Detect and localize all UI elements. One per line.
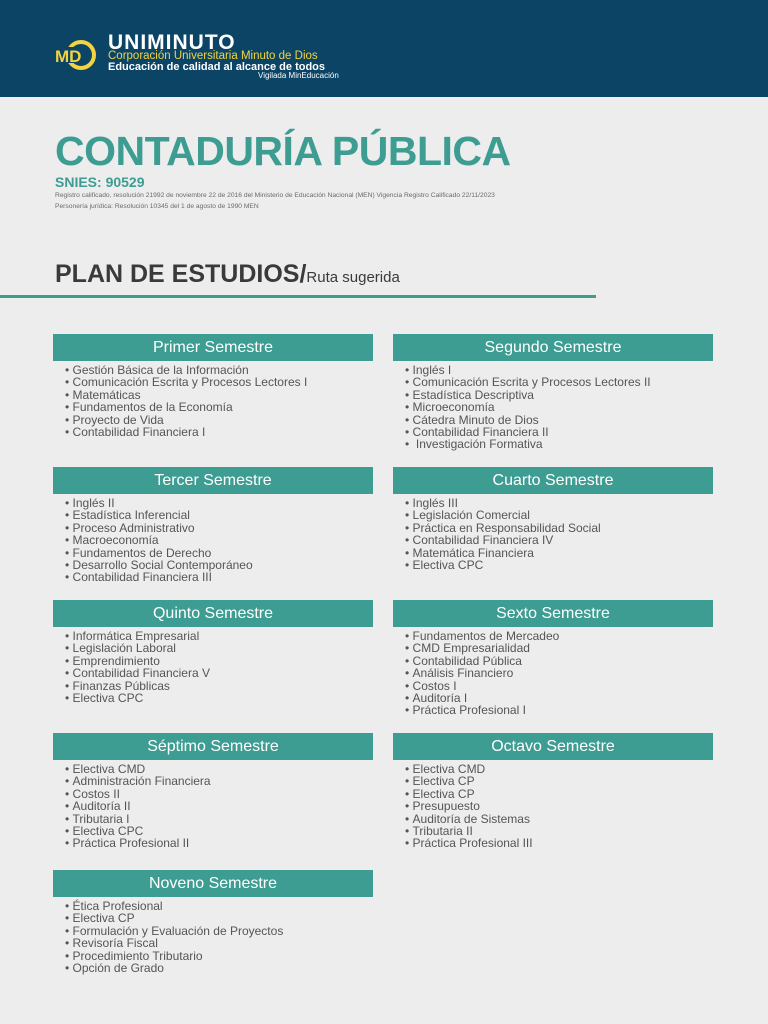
semester-block-primer: [53, 334, 373, 438]
course-item: • Ética Profesional: [65, 900, 373, 912]
course-item: • Matemáticas: [65, 389, 373, 401]
course-item: • Inglés II: [65, 497, 373, 509]
course-item: • Electiva CP: [405, 788, 713, 800]
course-item: • Legislación Comercial: [405, 509, 713, 521]
course-item: • Legislación Laboral: [65, 642, 373, 654]
course-item: • Electiva CP: [65, 912, 373, 924]
semester-block-sexto: [393, 600, 713, 717]
plan-title: PLAN DE ESTUDIOS/: [55, 260, 307, 288]
course-item: • Formulación y Evaluación de Proyectos: [65, 925, 373, 937]
course-item: • Finanzas Públicas: [65, 680, 373, 692]
semester-block-octavo: [393, 733, 713, 850]
course-item: • Auditoría II: [65, 800, 373, 812]
course-item: • Auditoría de Sistemas: [405, 813, 713, 825]
heading-underline: [0, 295, 596, 298]
course-item: • Costos II: [65, 788, 373, 800]
course-item: • Contabilidad Financiera V: [65, 667, 373, 679]
plan-subtitle: Ruta sugerida: [306, 269, 400, 286]
course-item: • Estadística Descriptiva: [405, 389, 713, 401]
course-item: • Macroeconomía: [65, 534, 373, 546]
course-item: • Contabilidad Financiera I: [65, 426, 373, 438]
course-list: [53, 630, 373, 704]
semester-block-quinto: [53, 600, 373, 704]
course-list: [53, 364, 373, 438]
course-item: • Práctica Profesional I: [405, 704, 713, 716]
course-item: • Administración Financiera: [65, 775, 373, 787]
semester-title: Octavo Semestre: [393, 733, 713, 760]
course-item: • Revisoría Fiscal: [65, 937, 373, 949]
course-item: • Matemática Financiera: [405, 547, 713, 559]
semester-block-cuarto: [393, 467, 713, 571]
registro-calificado: Registro calificado, resolución 21992 de noviembre 22 de 2016 del Ministerio de Educación Nacional (MEN) Vigencia Registro Calificado 22/11/2023: [55, 192, 495, 199]
course-item: • Estadística Inferencial: [65, 509, 373, 521]
semester-title: Noveno Semestre: [53, 870, 373, 897]
course-item: • Práctica Profesional III: [405, 837, 713, 849]
course-list: [53, 900, 373, 974]
course-item: • Comunicación Escrita y Procesos Lectores I: [65, 376, 373, 388]
header-banner: [0, 0, 768, 97]
course-item: • Auditoría I: [405, 692, 713, 704]
course-list: [393, 497, 713, 571]
course-item: • Contabilidad Financiera III: [65, 571, 373, 583]
semester-block-segundo: [393, 334, 713, 451]
course-item: • Informática Empresarial: [65, 630, 373, 642]
course-item: • Electiva CPC: [65, 692, 373, 704]
course-item: • Electiva CPC: [405, 559, 713, 571]
course-item: • Proyecto de Vida: [65, 414, 373, 426]
svg-text:MD: MD: [55, 47, 82, 66]
semester-title: Séptimo Semestre: [53, 733, 373, 760]
university-slogan: Educación de calidad al alcance de todos: [108, 61, 326, 73]
course-item: • Microeconomía: [405, 401, 713, 413]
personeria-juridica: Personería jurídica: Resolución 10345 del 1 de agosto de 1990 MEN: [55, 203, 259, 210]
semester-title: Quinto Semestre: [53, 600, 373, 627]
course-list: [53, 763, 373, 850]
course-item: • Fundamentos de la Economía: [65, 401, 373, 413]
course-item: • Electiva CMD: [65, 763, 373, 775]
course-item: • Electiva CP: [405, 775, 713, 787]
semester-title: Cuarto Semestre: [393, 467, 713, 494]
course-list: [393, 364, 713, 451]
course-item: • Inglés III: [405, 497, 713, 509]
course-item: • Electiva CMD: [405, 763, 713, 775]
course-item: • Inglés I: [405, 364, 713, 376]
course-list: [393, 630, 713, 717]
course-item: • Práctica en Responsabilidad Social: [405, 522, 713, 534]
program-title: CONTADURÍA PÚBLICA: [55, 128, 511, 174]
course-item: • Contabilidad Financiera IV: [405, 534, 713, 546]
course-item: • Práctica Profesional II: [65, 837, 373, 849]
course-item: • Emprendimiento: [65, 655, 373, 667]
vigilada-note: Vigilada MinEducación: [258, 71, 339, 80]
course-item: • Contabilidad Pública: [405, 655, 713, 667]
semester-title: Tercer Semestre: [53, 467, 373, 494]
course-item: • CMD Empresarialidad: [405, 642, 713, 654]
course-item: • Proceso Administrativo: [65, 522, 373, 534]
university-full-name: Corporación Universitaria Minuto de Dios: [108, 50, 318, 62]
course-item: • Análisis Financiero: [405, 667, 713, 679]
course-item: • Tributaria II: [405, 825, 713, 837]
semester-title: Segundo Semestre: [393, 334, 713, 361]
md-logo-icon: [53, 37, 101, 73]
university-name: UNIMINUTO: [108, 31, 236, 54]
course-item: • Cátedra Minuto de Dios: [405, 414, 713, 426]
course-item: • Electiva CPC: [65, 825, 373, 837]
course-list: [393, 763, 713, 850]
course-item: • Costos I: [405, 680, 713, 692]
semester-block-tercer: [53, 467, 373, 584]
course-item: • Tributaria I: [65, 813, 373, 825]
course-item: • Investigación Formativa: [405, 438, 713, 450]
plan-heading: [55, 259, 400, 293]
course-item: • Opción de Grado: [65, 962, 373, 974]
semester-block-noveno: [53, 870, 373, 974]
course-item: • Fundamentos de Derecho: [65, 547, 373, 559]
course-list: [53, 497, 373, 584]
course-item: • Desarrollo Social Contemporáneo: [65, 559, 373, 571]
snies-code: SNIES: 90529: [55, 174, 145, 190]
semester-title: Primer Semestre: [53, 334, 373, 361]
course-item: • Gestión Básica de la Información: [65, 364, 373, 376]
course-item: • Contabilidad Financiera II: [405, 426, 713, 438]
course-item: • Fundamentos de Mercadeo: [405, 630, 713, 642]
semester-block-septimo: [53, 733, 373, 850]
course-item: • Presupuesto: [405, 800, 713, 812]
semester-title: Sexto Semestre: [393, 600, 713, 627]
course-item: • Procedimiento Tributario: [65, 950, 373, 962]
course-item: • Comunicación Escrita y Procesos Lectores II: [405, 376, 713, 388]
